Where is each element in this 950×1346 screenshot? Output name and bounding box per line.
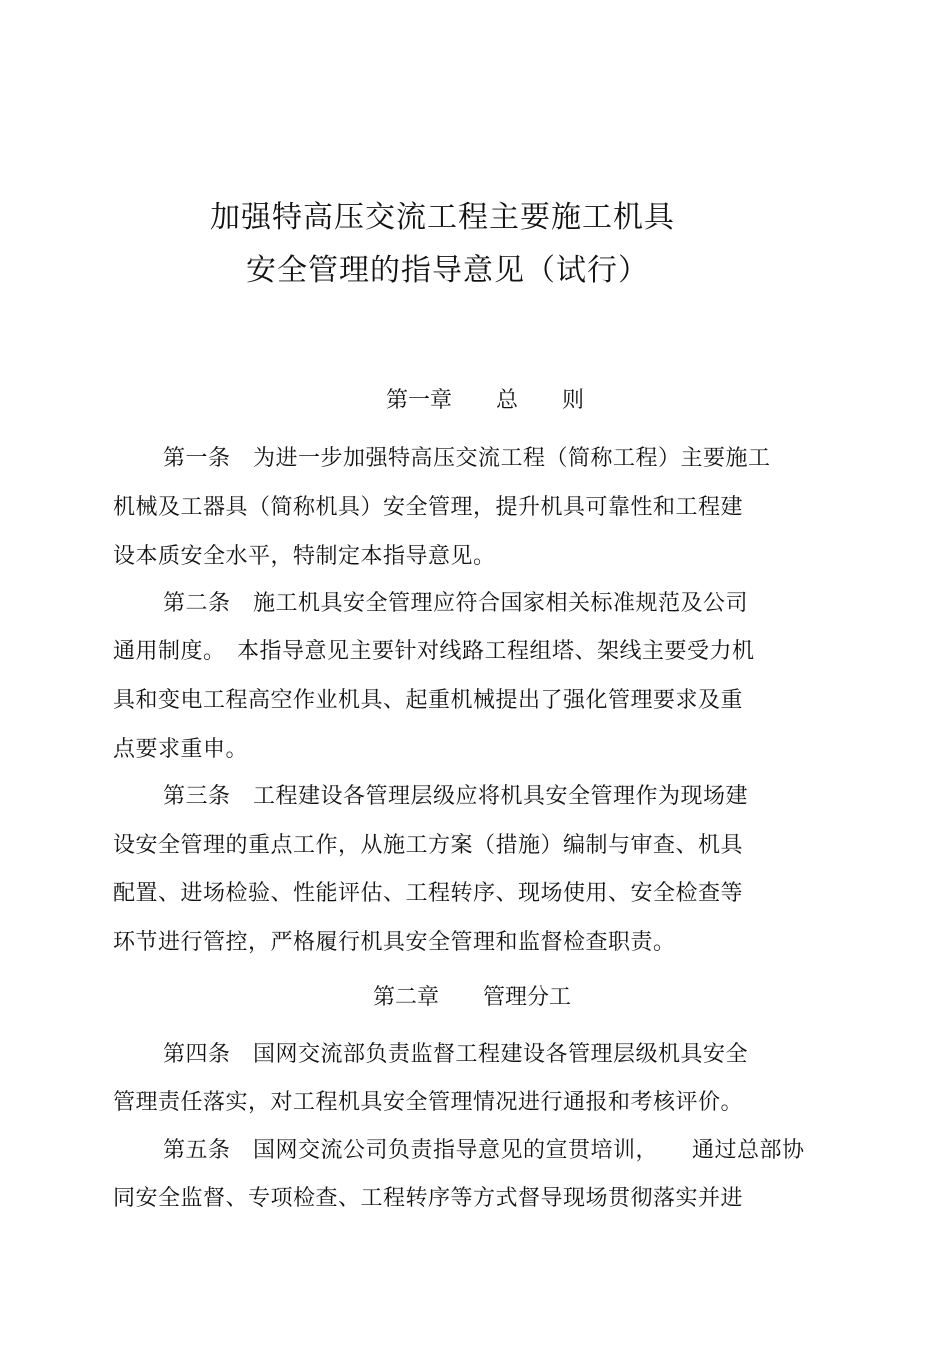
article-2-line-2: 通用制度。 本指导意见主要针对线路工程组塔、架线主要受力机 [113,639,755,664]
article-4-line-2: 管理责任落实，对工程机具安全管理情况进行通报和考核评价。 [113,1090,744,1115]
chapter-1-heading: 第一章 总 则 [386,388,585,413]
article-3-line-2: 设安全管理的重点工作，从施工方案（措施）编制与审查、机具 [113,833,744,858]
chapter-2-heading: 第二章 管理分工 [373,985,572,1010]
article-1-line-1: 第一条 为进一步加强特高压交流工程（简称工程）主要施工 [163,446,771,471]
article-2-line-3: 具和变电工程高空作业机具、起重机械提出了强化管理要求及重 [113,688,744,713]
article-3-line-1: 第三条 工程建设各管理层级应将机具安全管理作为现场建 [163,784,749,809]
article-5-line-1: 第五条 国网交流公司负责指导意见的宣贯培训， 通过总部协 [163,1138,805,1163]
article-5-line-2: 同安全监督、专项检查、工程转序等方式督导现场贯彻落实并进 [113,1186,744,1211]
document-title-line-1: 加强特高压交流工程主要施工机具 [210,200,675,235]
article-3-line-4: 环节进行管控，严格履行机具安全管理和监督检查职责。 [113,930,676,955]
article-2-line-4: 点要求重申。 [113,737,249,762]
article-1-line-2: 机械及工器具（简称机具）安全管理，提升机具可靠性和工程建 [113,495,744,520]
article-4-line-1: 第四条 国网交流部负责监督工程建设各管理层级机具安全 [163,1042,749,1067]
document-title-line-2: 安全管理的指导意见（试行） [246,253,649,288]
article-2-line-1: 第二条 施工机具安全管理应符合国家相关标准规范及公司 [163,591,749,616]
article-1-line-3: 设本质安全水平，特制定本指导意见。 [113,544,496,569]
article-3-line-3: 配置、进场检验、性能评估、工程转序、现场使用、安全检查等 [113,881,744,906]
